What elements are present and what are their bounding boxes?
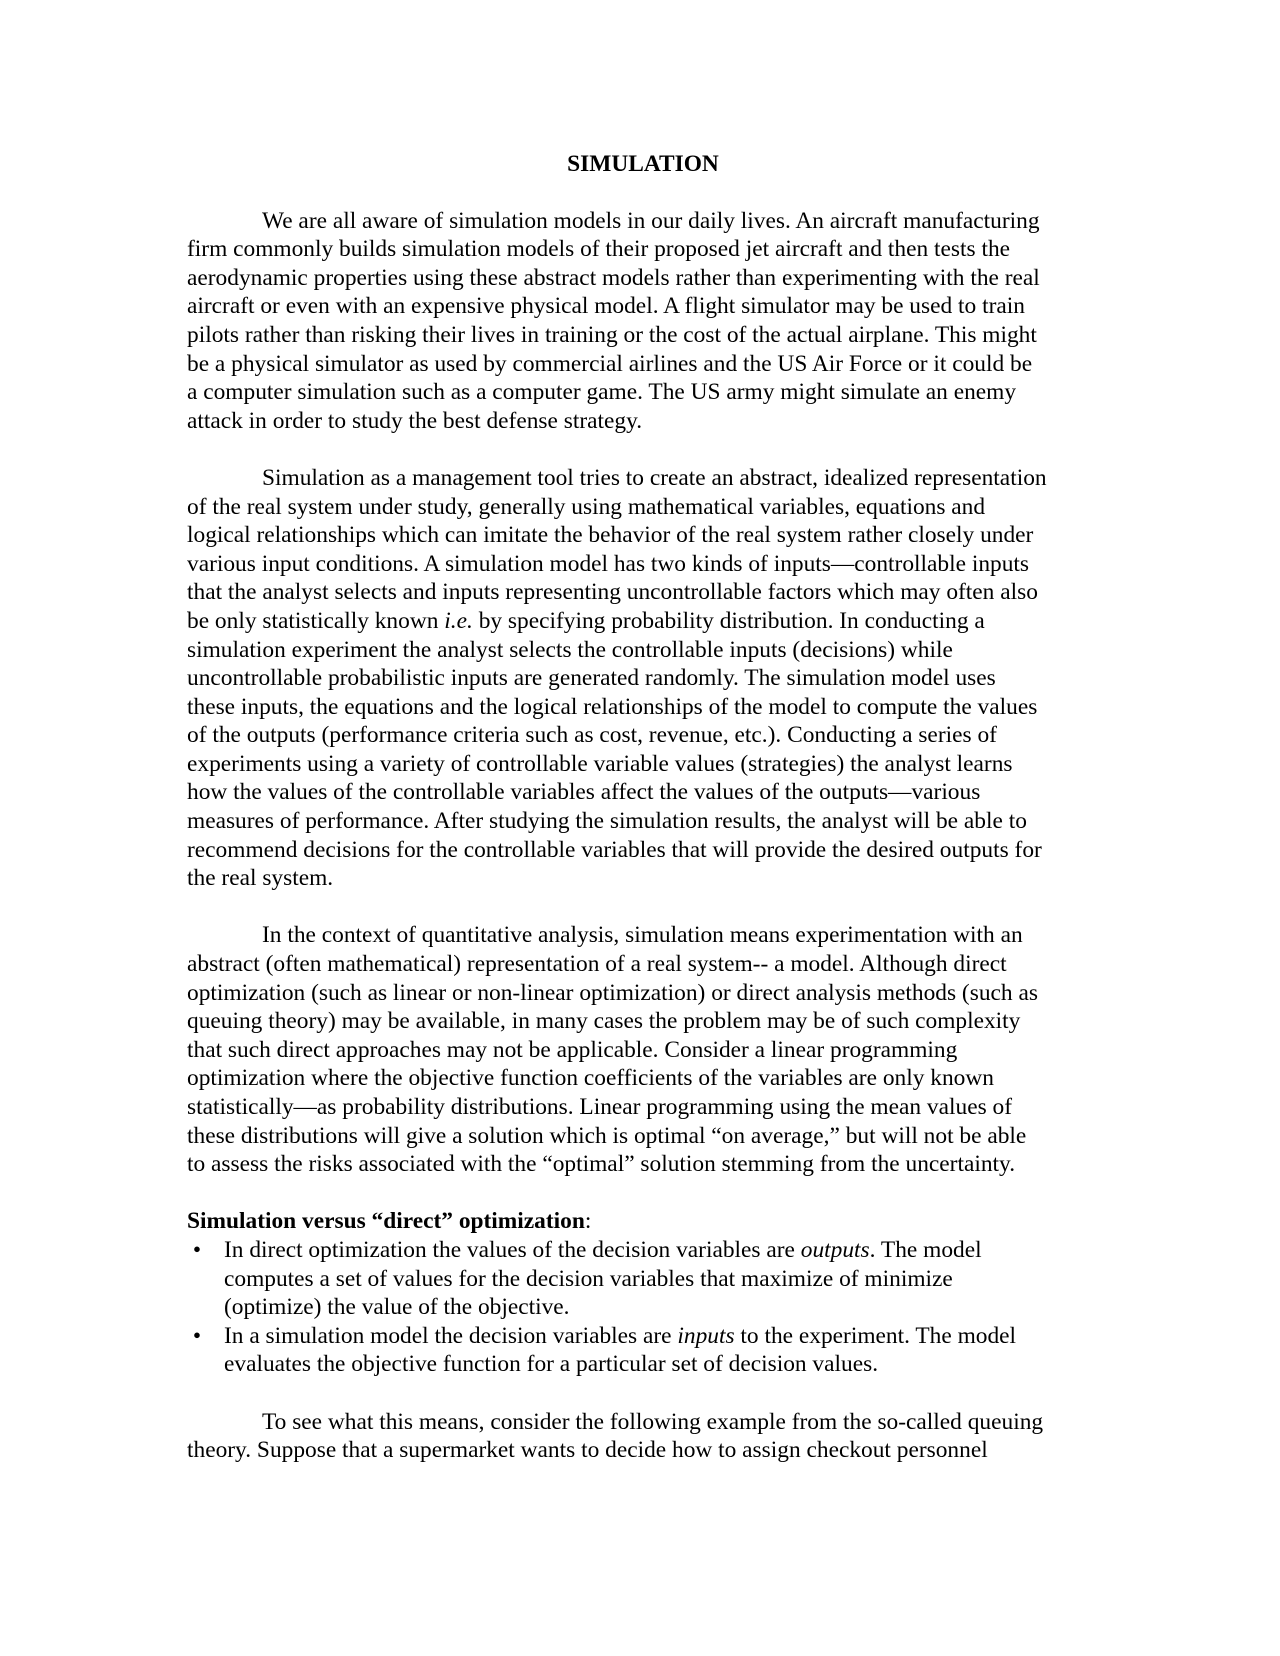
bullet-icon: • [192,1236,202,1263]
text-line: statistically—as probability distributions. Linear programming using the mean values of [187,1094,1013,1120]
paragraph-management-tool [187,464,1099,893]
text-line: how the values of the controllable variables affect the values of the outputs—various [187,779,981,806]
text-line: various input conditions. A simulation model has two kinds of inputs—controllable inputs [187,550,1030,577]
section-heading: Simulation versus “direct” optimization: [187,1208,592,1235]
text-line: In a simulation model the decision variables are inputs to the experiment. The model [224,1322,1017,1349]
text-line: theory. Suppose that a supermarket wants to decide how to assign checkout personnel [187,1437,988,1464]
text-line: To see what this means, consider the following example from the so-called queuing [262,1408,1044,1435]
text-line: aerodynamic properties using these abstract models rather than experimenting with the real [187,264,1040,291]
italic-text: outputs [800,1236,870,1263]
text-line: to assess the risks associated with the “optimal” solution stemming from the uncertainty. [187,1151,1016,1178]
text-line: optimization (such as linear or non-linear optimization) or direct analysis methods (such as [187,979,1038,1006]
text-line: attack in order to study the best defense strategy. [187,407,643,434]
text-line: of the outputs (performance criteria such as cost, revenue, etc.). Conducting a series of [187,722,997,749]
text-line: In direct optimization the values of the decision variables are outputs. The model [224,1236,982,1263]
italic-text: inputs [677,1322,735,1349]
text-line: logical relationships which can imitate the behavior of the real system rather closely under [187,522,1034,549]
text-line: measures of performance. After studying the simulation results, the analyst will be able to [187,808,1027,835]
text-line: uncontrollable probabilistic inputs are generated randomly. The simulation model uses [187,665,996,692]
text-line: (optimize) the value of the objective. [224,1294,570,1321]
text-line: be a physical simulator as used by commercial airlines and the US Air Force or it could be [187,350,1033,377]
text-line: aircraft or even with an expensive physical model. A flight simulator may be used to train [187,293,1025,320]
text-line: a computer simulation such as a computer game. The US army might simulate an enemy [187,379,1017,406]
bullet-icon: • [192,1322,202,1349]
text-line: pilots rather than risking their lives in training or the cost of the actual airplane. This might [187,321,1037,348]
text-line: these distributions will give a solution which is optimal “on average,” but will not be able [187,1122,1027,1149]
text-line: these inputs, the equations and the logical relationships of the model to compute the values [187,693,1038,720]
text-line: queuing theory) may be available, in many cases the problem may be of such complexity [187,1008,1021,1035]
bullet-list [187,1236,1099,1379]
text-line: be only statistically known i.e. by specifying probability distribution. In conducting a [187,607,985,634]
text-line: the real system. [187,865,334,892]
text-line: evaluates the objective function for a particular set of decision values. [224,1351,879,1378]
italic-text: i.e. [444,607,473,634]
text-line: that such direct approaches may not be applicable. Consider a linear programming [187,1036,958,1063]
text-line: recommend decisions for the controllable variables that will provide the desired outputs for [187,836,1042,863]
paragraph-queuing-example [187,1408,1099,1465]
text-line: In the context of quantitative analysis, simulation means experimentation with an [262,922,1023,949]
list-item [187,1236,1099,1322]
text-line: abstract (often mathematical) representation of a real system-- a model. Although direct [187,951,1007,978]
text-line: optimization where the objective function coefficients of the variables are only known [187,1065,994,1092]
text-line: firm commonly builds simulation models of their proposed jet aircraft and then tests the [187,236,1011,263]
text-line: We are all aware of simulation models in our daily lives. An aircraft manufacturing [262,207,1040,234]
text-line: simulation experiment the analyst selects the controllable inputs (decisions) while [187,636,953,663]
document-title: SIMULATION [567,151,719,177]
text-line: experiments using a variety of controllable variable values (strategies) the analyst learns [187,750,1013,777]
text-line: computes a set of values for the decision variables that maximize of minimize [224,1265,953,1292]
text-line: Simulation as a management tool tries to create an abstract, idealized representation [262,464,1047,491]
paragraph-intro [187,207,1099,436]
text-line: of the real system under study, generally using mathematical variables, equations and [187,493,986,520]
list-item [187,1322,1099,1379]
paragraph-quantitative-analysis [187,921,1099,1178]
document-page [187,150,1099,1465]
text-line: that the analyst selects and inputs representing uncontrollable factors which may often also [187,579,1038,606]
